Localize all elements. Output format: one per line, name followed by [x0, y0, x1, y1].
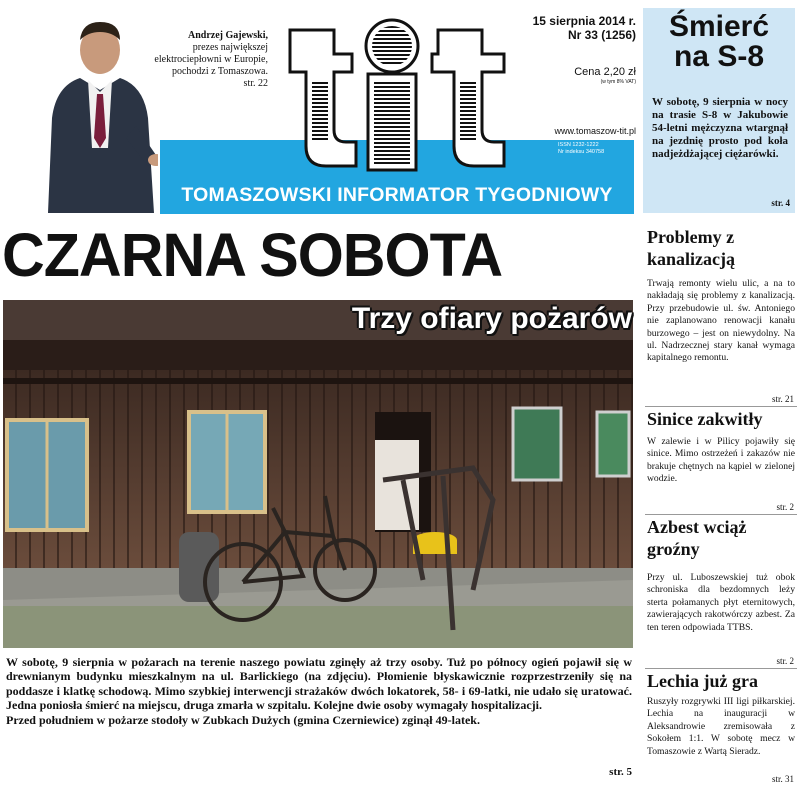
top-story-title[interactable] — [643, 12, 795, 72]
brief-ref-asbestos: str. 2 — [776, 656, 794, 666]
top-story-page-ref: str. 4 — [771, 198, 790, 208]
main-headline[interactable]: CZARNA SOBOTA — [2, 221, 503, 289]
promo-name: Andrzej Gajewski, — [188, 30, 268, 41]
fire-scene-photo — [3, 300, 633, 648]
brief-title-lechia[interactable]: Lechia już gra — [647, 671, 758, 691]
brief-text-sewer: Trwają remonty wielu ulic, a na to nakładają się problemy z kanalizacją. Przy przebudowie ul. św. Antoniego nie zaplanowano renowacji kanału burzowego – jest on niewydolny. Na ul. Nadrzecznej stary kanał wymaga kapitalnego remontu. — [647, 278, 795, 364]
brief-text-algae: W zalewie i w Pilicy pojawiły się sinice. Mimo ostrzeżeń i zakazów nie brakuje chętnych na kąpiel w zielonej wodzie. — [647, 436, 795, 485]
issn: ISSN 1232-1222 — [558, 142, 599, 148]
index-number: Nr indeksu 340758 — [558, 149, 605, 155]
promo-person-photo — [8, 8, 158, 213]
divider — [645, 406, 797, 407]
brief-ref-algae: str. 2 — [776, 502, 794, 512]
issue-price-note: (w tym 8% VAT) — [600, 79, 636, 85]
issue-date: 15 sierpnia 2014 r. — [532, 14, 636, 28]
lead-paragraph-2: Przed południem w pożarze stodoły w Zubkach Dużych (gmina Czerniewice) zginął 49-latek. — [6, 712, 480, 727]
lead-article — [6, 655, 632, 727]
brief-text-asbestos: Przy ul. Luboszewskiej tuż obok schroniska dla bezdomnych leży sterta połamanych płyt eternitowych, zawierających rakotwórczy azbest. Za ten teren odpowiada TTBS. — [647, 572, 795, 633]
promo-caption — [150, 30, 268, 90]
masthead-title: TOMASZOWSKI INFORMATOR TYGODNIOWY — [181, 184, 613, 206]
promo-description: prezes największej elektrociepłowni w Europie, pochodzi z Tomaszowa. — [154, 42, 268, 77]
divider — [645, 668, 797, 669]
issue-price: Cena 2,20 zł — [574, 66, 636, 78]
brief-title-algae[interactable]: Sinice zakwitły — [647, 409, 763, 429]
website-link[interactable]: www.tomaszow-tit.pl — [554, 126, 636, 136]
lead-paragraph-1: W sobotę, 9 sierpnia w pożarach na terenie naszego powiatu zginęły aż trzy osoby. Tuż po północy ogień pojawił się w drewnianym budynku mieszkalnym na ul. Barlickiego (na zdjęciu). Płomienie błyskawicznie rozprzestrzeniły się na poddasze i klatkę schodową. Mimo szybkiej interwencji strażaków dwóch lokatorek, 58- i 69-latki, nie udało się uratować. Jedna poniosła śmierć na miejscu, druga zmarła w szpitalu. Kolejne dwie osoby wymagały hospitalizacji. — [6, 655, 632, 713]
brief-title-asbestos[interactable]: Azbest wciąż groźny — [647, 517, 747, 559]
issue-info — [514, 14, 636, 42]
main-subheadline: Trzy ofiary pożarów — [351, 302, 632, 335]
issue-number: Nr 33 (1256) — [567, 28, 636, 42]
brief-title-sewer[interactable]: Problemy z kanalizacją — [647, 227, 735, 269]
brief-text-lechia: Ruszyły rozgrywki III ligi piłkarskiej. Lechia na inauguracji w Aleksandrowie zremisowała z Sokołem 1:1. W sobotę mecz w Tomaszowie z Wartą Sieradz. — [647, 696, 795, 757]
top-story-title-line2: na S-8 — [673, 40, 765, 73]
lead-page-ref: str. 5 — [609, 766, 632, 778]
promo-page-ref: str. 22 — [243, 78, 268, 89]
brief-ref-sewer: str. 21 — [771, 394, 794, 404]
top-story-text: W sobotę, 9 sierpnia w nocy na trasie S-8 w Jakubowie 54-letni mężczyzna wtargnął na jezdnię prosto pod koła nadjeżdżającej ciężarówki. — [652, 96, 788, 160]
divider — [645, 514, 797, 515]
brief-ref-lechia: str. 31 — [771, 774, 794, 784]
top-story-title-line1: Śmierć — [668, 10, 770, 43]
masthead-logo — [282, 10, 512, 180]
issn-block — [558, 142, 638, 156]
